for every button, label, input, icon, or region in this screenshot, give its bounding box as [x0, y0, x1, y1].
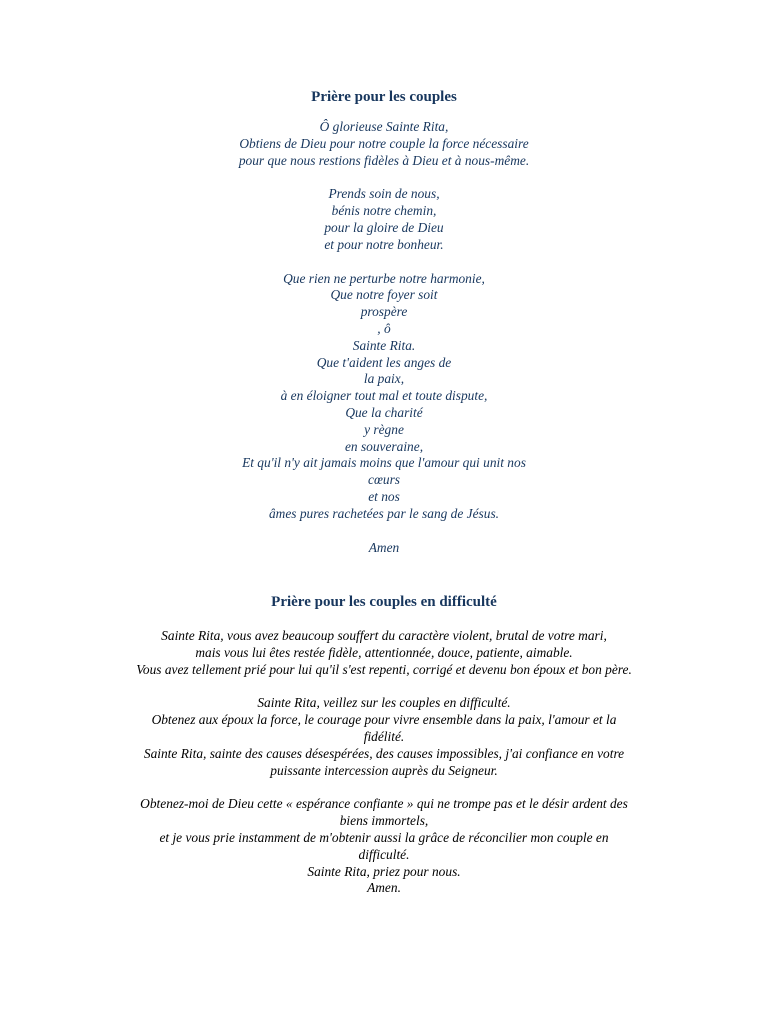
verse-line: , ô — [377, 320, 391, 336]
section-title: Prière pour les couples — [311, 89, 457, 105]
stanza — [0, 540, 768, 557]
verse-line: bénis notre chemin, — [331, 203, 437, 219]
verse-line: cœurs — [368, 472, 400, 488]
stanza — [0, 628, 768, 678]
verse-line: Prends soin de nous, — [328, 186, 440, 202]
stanza — [0, 186, 768, 253]
prayer-text — [0, 119, 768, 556]
verse-line: Amen — [368, 539, 400, 555]
verse-line: Sainte Rita, veillez sur les couples en difficulté. — [257, 695, 511, 711]
stanza — [0, 119, 768, 169]
verse-line: la paix, — [363, 371, 405, 387]
verse-line: Que la charité — [345, 404, 423, 420]
verse-line: âmes pures rachetées par le sang de Jésus. — [268, 505, 500, 521]
verse-line: y règne — [364, 421, 404, 437]
verse-line: Que rien ne perturbe notre harmonie, — [283, 270, 485, 286]
verse-line: Amen. — [367, 880, 401, 896]
verse-line: Sainte Rita. — [352, 337, 416, 353]
stanza — [0, 796, 768, 897]
verse-line: et nos — [368, 488, 400, 504]
verse-line: Obtenez aux époux la force, le courage pour vivre ensemble dans la paix, l'amour et la — [151, 712, 617, 728]
verse-line: prospère — [360, 304, 408, 320]
verse-line: Que notre foyer soit — [330, 287, 438, 303]
verse-line: à en éloigner tout mal et toute dispute, — [280, 388, 488, 404]
verse-line: fidélité. — [363, 728, 405, 744]
verse-line: pour que nous restions fidèles à Dieu et à nous-même. — [238, 152, 530, 168]
verse-line: biens immortels, — [339, 813, 429, 829]
verse-line: Sainte Rita, vous avez beaucoup souffert du caractère violent, brutal de votre mari, — [161, 628, 607, 643]
section-title: Prière pour les couples en difficulté — [271, 594, 497, 610]
verse-line: en souveraine, — [344, 438, 424, 454]
verse-line: et pour notre bonheur. — [324, 236, 444, 252]
verse-line: et je vous prie instamment de m'obtenir aussi la grâce de réconcilier mon couple en — [159, 829, 609, 845]
stanza — [0, 695, 768, 779]
prayer-section-couples — [0, 88, 768, 556]
verse-line: Obtiens de Dieu pour notre couple la force nécessaire — [239, 135, 529, 151]
verse-line: puissante intercession auprès du Seigneur. — [270, 762, 498, 778]
stanza — [0, 271, 768, 523]
verse-line: Ô glorieuse Sainte Rita, — [319, 119, 449, 134]
verse-line: pour la gloire de Dieu — [324, 219, 444, 235]
verse-line: Sainte Rita, priez pour nous. — [307, 863, 461, 879]
prayer-section-couples-difficulty — [0, 593, 768, 897]
verse-line: mais vous lui êtes restée fidèle, attentionnée, douce, patiente, aimable. — [195, 644, 573, 660]
verse-line: Vous avez tellement prié pour lui qu'il s'est repenti, corrigé et devenu bon époux et bon père. — [136, 661, 632, 677]
verse-line: Obtenez-moi de Dieu cette « espérance confiante » qui ne trompe pas et le désir ardent des — [140, 796, 628, 812]
verse-line: Que t'aident les anges de — [316, 354, 452, 370]
verse-line: Et qu'il n'y ait jamais moins que l'amour qui unit nos — [242, 455, 526, 471]
prayer-text — [0, 628, 768, 897]
verse-line: difficulté. — [358, 846, 410, 862]
verse-line: Sainte Rita, sainte des causes désespérées, des causes impossibles, j'ai confiance en votre — [143, 745, 625, 761]
